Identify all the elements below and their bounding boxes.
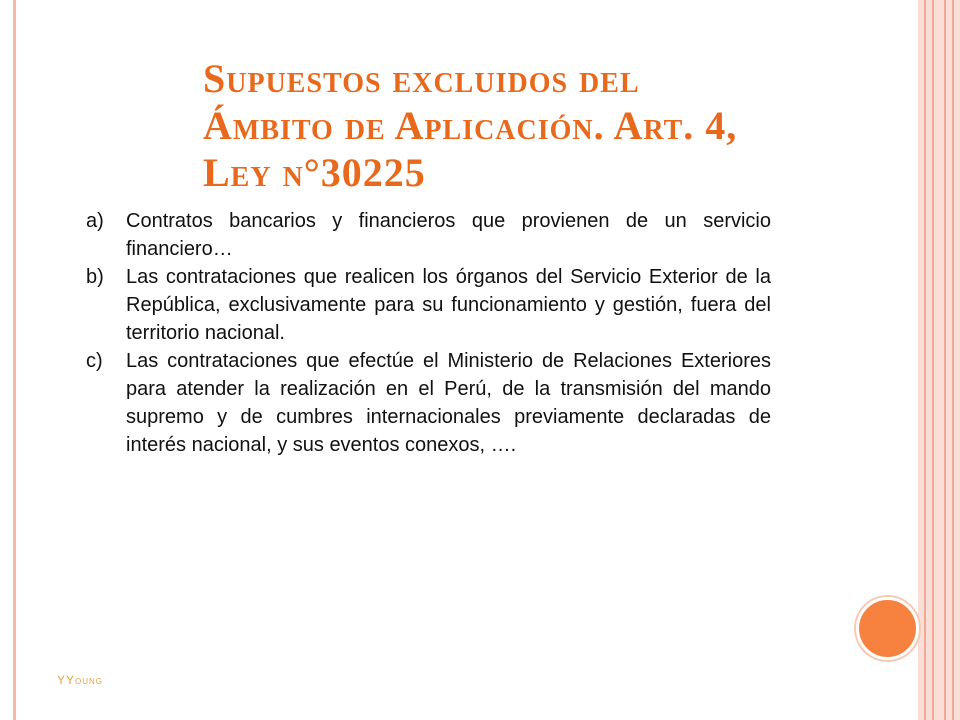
title-line: Supuestos excluidos del: [203, 56, 640, 101]
decorative-circle-icon: [856, 597, 919, 660]
frame-line: [932, 0, 934, 720]
footer-author: YYoung: [57, 673, 104, 687]
right-frame-border: [918, 0, 960, 720]
left-frame-border: [0, 0, 16, 720]
frame-line: [944, 0, 946, 720]
frame-line: [952, 0, 954, 720]
list-item: [86, 263, 771, 347]
list-item-text: Contratos bancarios y financieros que provienen de un servicio financiero…: [126, 210, 771, 260]
title-line: Ley n°30225: [203, 150, 426, 195]
list-item: [86, 207, 771, 263]
frame-line: [924, 0, 926, 720]
list-item: [86, 347, 771, 459]
list-marker: a): [86, 210, 104, 232]
list-item-text: Las contrataciones que realicen los órganos del Servicio Exterior de la República, exclusivamente para su funcionamiento y gestión, fuera del territorio nacional.: [126, 266, 771, 344]
list-marker: b): [86, 266, 104, 288]
list-item-text: Las contrataciones que efectúe el Ministerio de Relaciones Exteriores para atender la realización en el Perú, de la transmisión del mando supremo y de cumbres internacionales previamente declaradas de interés nacional, y sus eventos conexos, ….: [126, 350, 771, 456]
title-line: Ámbito de Aplicación. Art. 4,: [203, 103, 738, 148]
exclusions-list: [86, 207, 771, 459]
slide-title: [203, 55, 903, 196]
list-marker: c): [86, 350, 103, 372]
